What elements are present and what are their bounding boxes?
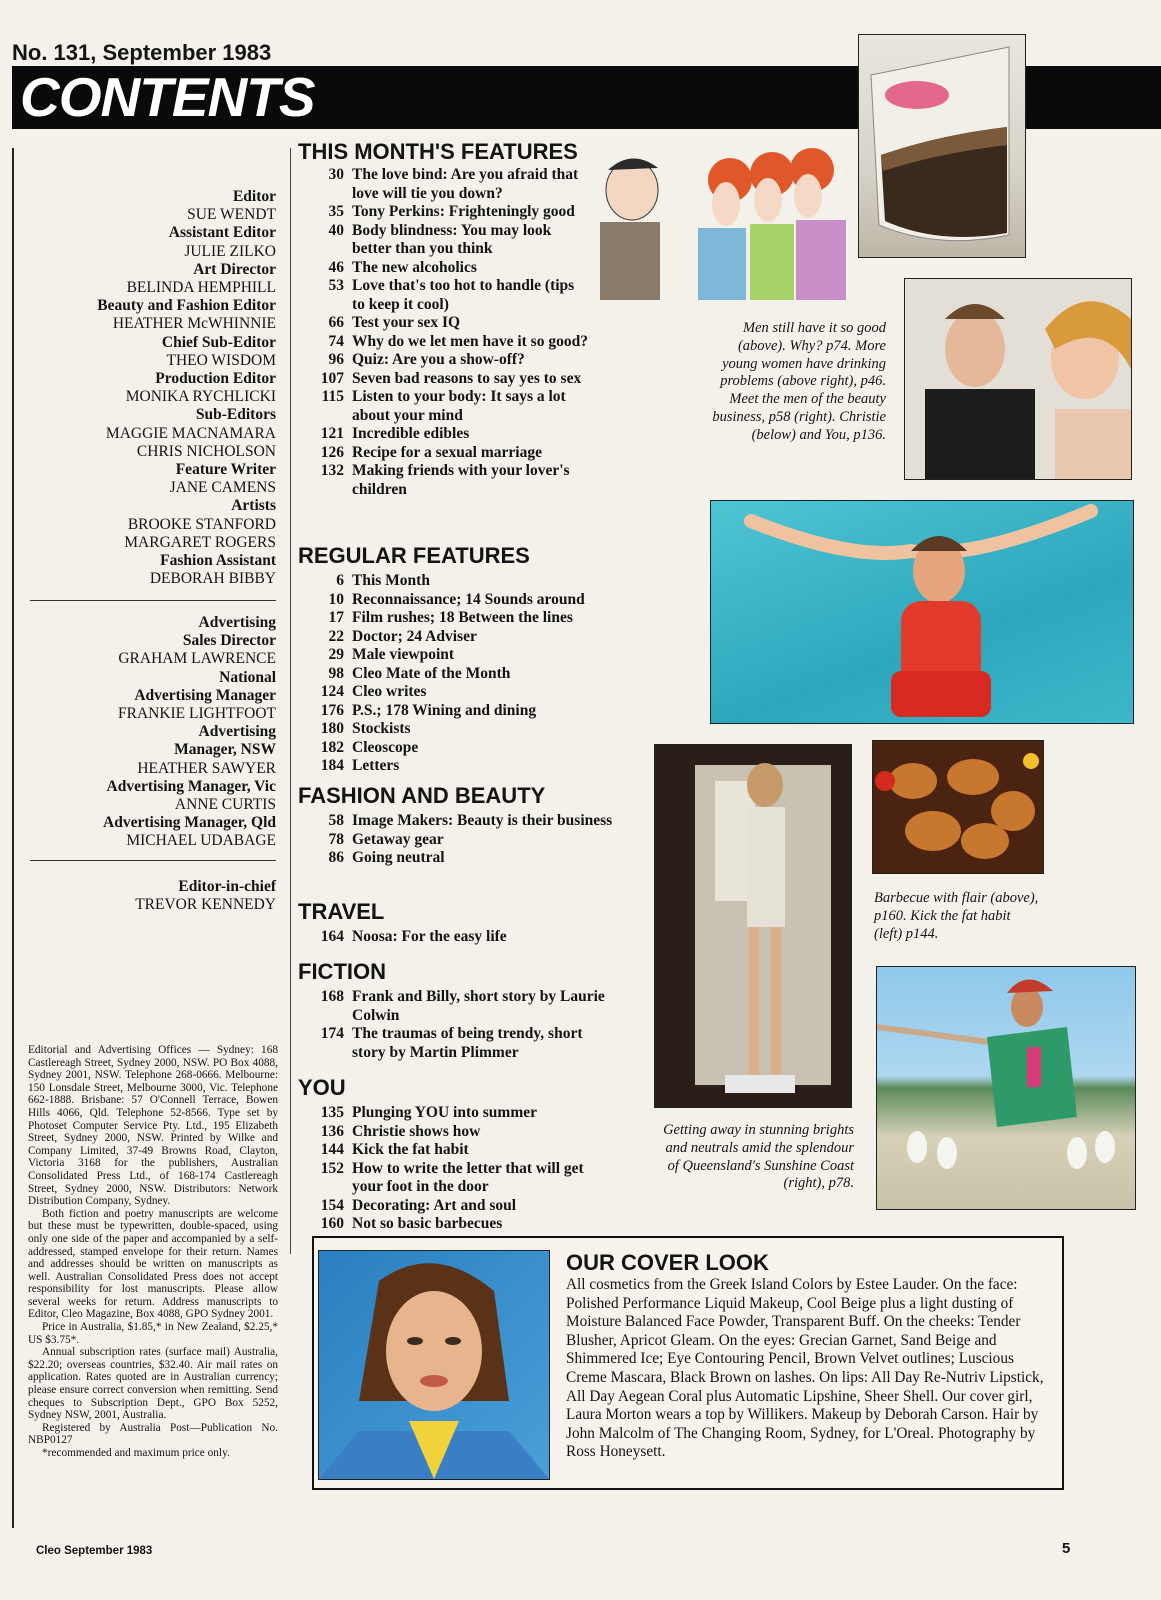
toc-title: Film rushes; 18 Between the lines	[352, 609, 573, 626]
staff-name: FRANKIE LIGHTFOOT	[117, 705, 276, 723]
toc-page-number: 98	[328, 664, 344, 682]
toc-entry	[298, 1197, 618, 1216]
toc-title: Recipe for a sexual marriage	[352, 443, 542, 461]
staff-title: Editor-in-chief	[178, 878, 276, 895]
swimming-pool-photo	[710, 500, 1134, 724]
toc-entry	[298, 1215, 618, 1234]
staff-name: SUE WENDT	[187, 206, 276, 224]
staff-advertising	[20, 614, 276, 851]
staff-name: CHRIS NICHOLSON	[136, 442, 276, 460]
section-heading: FASHION AND BEAUTY	[298, 783, 546, 808]
toc-entry	[298, 757, 618, 776]
staff-name: GRAHAM LAWRENCE	[118, 650, 276, 668]
staff-title: Feature Writer	[175, 461, 276, 479]
toc-title: Incredible edibles	[352, 425, 470, 442]
toc-title: Christie shows how	[352, 1122, 481, 1140]
toc-entry	[298, 314, 588, 333]
toc-page-number: 126	[320, 443, 344, 461]
staff-title: Advertising Manager, Qld	[103, 814, 276, 832]
toc-entry	[298, 277, 588, 314]
toc-page-number: 78	[328, 830, 344, 848]
toc-entry	[298, 388, 588, 425]
staff-name: DEBORAH BIBBY	[149, 570, 276, 588]
staff-name: HEATHER SAWYER	[137, 759, 276, 777]
toc-page-number: 154	[320, 1196, 344, 1214]
toc-title: Going neutral	[352, 849, 445, 866]
divider	[30, 600, 276, 601]
toc-page-number: 96	[328, 351, 344, 368]
toc-page-number: 135	[320, 1104, 344, 1121]
toc-page-number: 184	[320, 757, 344, 774]
section-list	[298, 1104, 618, 1234]
toc-title: Body blindness: You may look better than you think	[352, 221, 552, 257]
staff-title: Art Director	[193, 260, 276, 278]
page-number: 5	[1062, 1540, 1071, 1557]
toc-entry	[298, 628, 618, 647]
staff-title: Advertising Manager, Vic	[106, 777, 276, 795]
toc-page-number: 176	[320, 701, 344, 719]
toc-title: Quiz: Are you a show-off?	[352, 351, 525, 368]
toc-entry	[298, 849, 618, 868]
toc-entry	[298, 988, 618, 1025]
toc-title: Cleoscope	[352, 738, 419, 756]
column-rule	[290, 148, 291, 1254]
toc-page-number: 46	[328, 258, 344, 276]
section-heading: FICTION	[298, 959, 386, 984]
toc-title: The new alcoholics	[352, 258, 477, 276]
toc-page-number: 6	[336, 572, 344, 589]
toc-page-number: 30	[328, 166, 344, 183]
toc-entry	[298, 351, 588, 370]
toc-title: Image Makers: Beauty is their business	[352, 812, 613, 829]
toc-entry	[298, 812, 618, 831]
toc-page-number: 107	[320, 369, 344, 387]
toc-entry	[298, 259, 588, 278]
staff-title: Sales Director	[182, 632, 276, 650]
toc-title: Not so basic barbecues	[352, 1215, 503, 1232]
staff-name: MICHAEL UDABAGE	[126, 832, 276, 850]
toc-title: Stockists	[352, 720, 411, 737]
toc-title: Listen to your body: It says a lot about your mind	[352, 388, 566, 424]
staff-name: JULIE ZILKO	[184, 242, 276, 260]
toc-entry	[298, 1123, 618, 1142]
toc-title: The love bind: Are you afraid that love will tie you down?	[352, 166, 579, 202]
toc-entry	[298, 1104, 618, 1123]
toc-page-number: 10	[328, 590, 344, 608]
toc-title: Love that's too hot to handle (tips to keep it cool)	[352, 277, 575, 313]
small-print-paragraph: Annual subscription rates (surface mail) Australia, $22.20; overseas countries, $32.40. Air mail rates on application. Rates quoted are in Australian currency; please ensure correct conversion when remitting. Send cheques to Subscription Dept., GPO Box 5252, Sydney NSW, 2001, Australia.	[28, 1346, 278, 1422]
toc-title: Getaway gear	[352, 830, 444, 848]
staff-title: Chief Sub-Editor	[161, 333, 276, 351]
fridge-woman-photo	[654, 744, 852, 1108]
staff-editorial	[20, 188, 276, 588]
staff-name: MARGARET ROGERS	[124, 533, 276, 551]
small-print-paragraph: Editorial and Advertising Offices — Sydney: 168 Castlereagh Street, Sydney 2000, NSW. PO Box 4088, Sydney 2001, NSW. Telephone 268-0666. Melbourne: 150 Lonsdale Street, Melbourne 3000, Vic. Telephone 662-1888. Brisbane: 57 O'Connell Terrace, Bowen Hills 4066, Qld. Telephone 52-8566. Type set by Photoset Computer Service Pty. Ltd., 195 Elizabeth Street, Sydney 2000, NSW. Printed by Wilke and Company Limited, 37-49 Browns Road, Clayton, Victoria 3168 for the publishers, Australian Consolidated Press Ltd., of 168-174 Castlereagh Street, Sydney 2000, NSW. Distributors: Network Distribution Company, Sydney.	[28, 1044, 278, 1208]
section-heading: REGULAR FEATURES	[298, 543, 530, 568]
staff-name: BELINDA HEMPHILL	[126, 279, 276, 297]
section-list	[298, 572, 618, 776]
toc-page-number: 160	[320, 1215, 344, 1232]
staff-name: TREVOR KENNEDY	[135, 896, 276, 914]
toc-entry	[298, 665, 618, 684]
section-list	[298, 812, 618, 868]
publisher-small-print	[28, 1044, 278, 1460]
toc-entry	[298, 1025, 618, 1062]
toc-page-number: 17	[328, 609, 344, 626]
small-print-paragraph: *recommended and maximum price only.	[42, 1447, 230, 1459]
staff-title: Assistant Editor	[168, 224, 276, 242]
toc-entry	[298, 646, 618, 665]
toc-entry	[298, 370, 588, 389]
toc-title: Test your sex IQ	[352, 314, 461, 331]
toc-entry	[298, 203, 588, 222]
toc-page-number: 29	[328, 646, 344, 663]
staff-title: Fashion Assistant	[160, 552, 276, 570]
staff-title: Production Editor	[155, 370, 276, 388]
beach-photo	[876, 966, 1136, 1210]
section-heading: THIS MONTH'S FEATURES	[298, 139, 578, 164]
toc-title: Cleo writes	[352, 683, 427, 700]
section-list	[298, 928, 618, 947]
toc-entry	[298, 572, 618, 591]
toc-entry	[298, 166, 588, 203]
toc-page-number: 180	[320, 720, 344, 737]
toc-title: Reconnaissance; 14 Sounds around	[352, 590, 585, 608]
toc-entry	[298, 444, 588, 463]
toc-entry	[298, 333, 588, 352]
toc-title: Tony Perkins: Frighteningly good	[352, 203, 575, 220]
toc-page-number: 58	[328, 812, 344, 829]
toc-page-number: 66	[328, 314, 344, 331]
section-list	[298, 166, 588, 499]
staff-title: Artists	[231, 497, 276, 515]
toc-page-number: 53	[328, 277, 344, 294]
toc-page-number: 164	[320, 928, 344, 945]
toc-title: Kick the fat habit	[352, 1141, 469, 1158]
toc-title: Frank and Billy, short story by Laurie Colwin	[352, 988, 605, 1024]
caption-men-beauty: Men still have it so good (above). Why? p74. More young women have drinking problems (above right), p46. Meet the men of the beauty business, p58 (right). Christie (below) and You, p136.	[712, 320, 886, 443]
cover-look-text: All cosmetics from the Greek Island Colors by Estee Lauder. On the face: Polished Performance Liquid Makeup, Cool Beige plus a light dusting of Moisture Balanced Face Powder, Transparent Buff. On the cheeks: Tender Blusher, Apricot Gleam. On the eyes: Grecian Garnet, Sand Beige and Shimmered Ice; Eye Contouring Pencil, Brown Velvet outlines; Luscious Creme Mascara, Black Brown on lashes. On lips: All Day Re-Nutriv Lipstick, All Day Aegean Coral plus Automatic Lipshine, Sheer Shell. Our cover girl, Laura Morton wears a top by Willikers. Makeup by Deborah Carson. Hair by John Malcolm of The Changing Room, Sydney, for L'Oreal. Photography by Ross Honeysett.	[566, 1276, 1044, 1461]
staff-title: Advertising Manager	[134, 686, 276, 704]
toc-title: Doctor; 24 Adviser	[352, 627, 477, 645]
toc-page-number: 174	[320, 1025, 344, 1042]
toc-page-number: 74	[328, 332, 344, 350]
toc-page-number: 124	[320, 683, 344, 700]
divider	[30, 860, 276, 861]
toc-page-number: 35	[328, 203, 344, 220]
toc-entry	[298, 702, 618, 721]
toc-title: Why do we let men have it so good?	[352, 332, 588, 350]
toc-page-number: 182	[320, 738, 344, 756]
toc-page-number: 40	[328, 221, 344, 239]
toc-title: Seven bad reasons to say yes to sex	[352, 369, 582, 387]
toc-title: Noosa: For the easy life	[352, 928, 507, 945]
staff-title: National	[219, 668, 276, 686]
toc-page-number: 152	[320, 1159, 344, 1177]
toc-title: This Month	[352, 572, 430, 589]
wine-glass-photo	[858, 34, 1026, 258]
section-heading: YOU	[298, 1075, 346, 1100]
staff-title: Advertising	[198, 723, 276, 741]
toc-page-number: 132	[320, 462, 344, 479]
toc-title: How to write the letter that will get your foot in the door	[352, 1159, 584, 1195]
toc-entry	[298, 609, 618, 628]
toc-title: Cleo Mate of the Month	[352, 664, 511, 682]
small-print-paragraph: Registered by Australia Post—Publication No. NBP0127	[28, 1421, 278, 1447]
small-print-paragraph: Both fiction and poetry manuscripts are welcome but these must be typewritten, double-spaced, using only one side of the paper and accompanied by a self-addressed, stamped envelope for their return. Names and addresses should be written on manuscripts as well. Australian Consolidated Press does not accept responsibility for lost manuscripts. Please allow several weeks for return. Address manuscripts to Editor, Cleo Magazine, Box 4088, GPO Sydney 2001.	[28, 1207, 278, 1321]
toc-page-number: 121	[320, 425, 344, 442]
staff-title: Editor	[232, 188, 276, 205]
contents-title: CONTENTS	[20, 66, 315, 128]
toc-entry	[298, 683, 618, 702]
toc-entry	[298, 222, 588, 259]
toc-page-number: 136	[320, 1122, 344, 1140]
toc-entry	[298, 720, 618, 739]
cartoon-illustration	[590, 140, 854, 300]
makeup-artist-photo	[904, 278, 1132, 480]
staff-name: THEO WISDOM	[166, 351, 276, 369]
staff-name: JANE CAMENS	[169, 479, 276, 497]
toc-page-number: 22	[328, 627, 344, 645]
toc-entry	[298, 928, 618, 947]
staff-name: MAGGIE MACNAMARA	[105, 424, 276, 442]
toc-title: Making friends with your lover's children	[352, 462, 570, 498]
staff-title: Beauty and Fashion Editor	[97, 297, 276, 315]
staff-title: Advertising	[198, 614, 276, 631]
staff-title: Manager, NSW	[174, 741, 276, 759]
left-rule	[12, 148, 14, 1528]
toc-entry	[298, 462, 588, 499]
staff-name: MONIKA RYCHLICKI	[125, 388, 276, 406]
staff-name: ANNE CURTIS	[174, 796, 276, 814]
toc-title: Decorating: Art and soul	[352, 1196, 517, 1214]
staff-name: HEATHER McWHINNIE	[112, 315, 276, 333]
staff-chief	[20, 878, 276, 914]
toc-title: Letters	[352, 757, 400, 774]
toc-page-number: 144	[320, 1141, 344, 1158]
toc-entry	[298, 1160, 618, 1197]
toc-page-number: 115	[321, 388, 344, 405]
staff-title: Sub-Editors	[195, 406, 276, 424]
toc-entry	[298, 739, 618, 758]
toc-entry	[298, 1141, 618, 1160]
toc-entry	[298, 425, 588, 444]
caption-getaway: Getting away in stunning brights and neutrals amid the splendour of Queensland's Sunshine Coast (right), p78.	[663, 1122, 854, 1192]
toc-page-number: 86	[328, 849, 344, 866]
toc-title: The traumas of being trendy, short story by Martin Plimmer	[352, 1025, 583, 1061]
toc-entry	[298, 831, 618, 850]
cover-look-title: OUR COVER LOOK	[566, 1250, 769, 1275]
issue-line: No. 131, September 1983	[12, 40, 272, 65]
toc-title: Male viewpoint	[352, 646, 455, 663]
toc-title: Plunging YOU into summer	[352, 1104, 538, 1121]
barbecue-photo	[872, 740, 1044, 874]
section-list	[298, 988, 618, 1062]
caption-barbecue: Barbecue with flair (above), p160. Kick the fat habit (left) p144.	[874, 890, 1039, 942]
footer-magazine-date: Cleo September 1983	[36, 1545, 153, 1557]
cover-model-photo	[318, 1250, 550, 1480]
toc-title: P.S.; 178 Wining and dining	[352, 701, 537, 719]
toc-entry	[298, 591, 618, 610]
small-print-paragraph: Price in Australia, $1.85,* in New Zealand, $2.25,* US $3.75*.	[28, 1321, 278, 1346]
staff-name: BROOKE STANFORD	[127, 515, 276, 533]
toc-page-number: 168	[320, 988, 344, 1005]
section-heading: TRAVEL	[298, 899, 385, 924]
